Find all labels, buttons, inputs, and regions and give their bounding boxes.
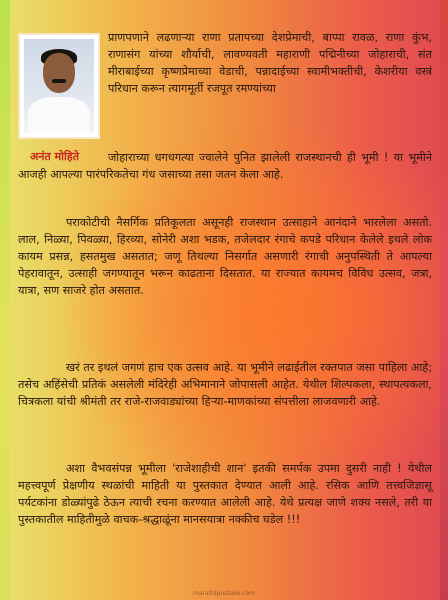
- paragraph-1-rest: जोहाराच्या धगधगत्या ज्वालेने पुनित झालेली राजस्थानची ही भूमी ! या भूमीने आजही आपल्या पारंपरिकतेचा गंध जसाच्या तसा जतन केला आहे.: [18, 151, 432, 181]
- author-name: अनंत मोहिते: [30, 150, 79, 163]
- footer-url: marathipustake.com: [193, 590, 255, 597]
- paragraph-1-top: प्राणपणाने लढणाऱ्या राणा प्रतापच्या देशप्रेमाची, बाप्पा रावळ, राणा कुंभ, राणासंग यांच्या शौर्याची, लावण्यवती महाराणी पद्मिनीच्या जोहाराची, संत मीराबाईच्या कृष्णप्रेमाच्या वेडाची, पन्नादाईच्या स्वामीभक्तीची, केशरीया वस्त्रं परिधान करून त्यागमूर्ती रजपूत रमण्यांच्या: [108, 31, 432, 95]
- author-portrait-image: [24, 39, 94, 133]
- author-photo: [18, 33, 100, 139]
- paragraph-3: खरं तर इथलं जगणं हाच एक उत्सव आहे. या भूमीने लढाईतील रक्तपात जसा पाहिला आहे; तसेच अहिंसेची प्रतिकं असलेली मंदिरेही अभिमानाने जोपासली आहेत. येथील शिल्पकला, स्थापत्यकला, चित्रकला यांची श्रीमंती तर राजे-राजवाड्यांच्या हिऱ्या-माणकांच्या संपत्तीला लाजवणारी आहे.: [18, 361, 432, 408]
- paragraph-2: पराकोटीची नैसर्गिक प्रतिकूलता असूनही राजस्थान उत्साहाने आनंदाने भारलेला असतो. लाल, निळ्या, पिवळ्या, हिरव्या, सोनेरी अशा भडक, तजेलदार रंगाचे कपडे परिधान केलेले इथले लोक कायम प्रसन्न, हसतमुख असतात; जणू तिथल्या निसर्गात असणारी रंगाची अनुपस्थिती ते आपल्या पेहरावातून, उत्साही जगण्यातून भरून काढताना दिसतात. या राज्यात कायमच विविध उत्सव, जत्रा, यात्रा, सण साजरे होत असतात.: [18, 216, 432, 297]
- right-border-strip: [440, 0, 448, 600]
- paragraph-4: अशा वैभवसंपन्न भूमीला 'राजेशाहीची शान' इतकी समर्पक उपमा दुसरी नाही ! येथील महत्त्वपूर्ण प्रेक्षणीय स्थळांची माहिती या पुस्तकात देण्यात आली आहे. रसिक आणि तत्त्वजिज्ञासू पर्यटकांना डोळ्यांपुढे ठेऊन त्याची रचना करण्यात आलेली आहे. येथे प्रत्यक्ष जाणे शक्य नसले, तरी या पुस्तकातील माहितीमुळे वाचक-श्रद्धाळूंना मानसयात्रा नक्कीच घडेल !!!: [18, 462, 432, 526]
- left-border-strip: [0, 0, 10, 600]
